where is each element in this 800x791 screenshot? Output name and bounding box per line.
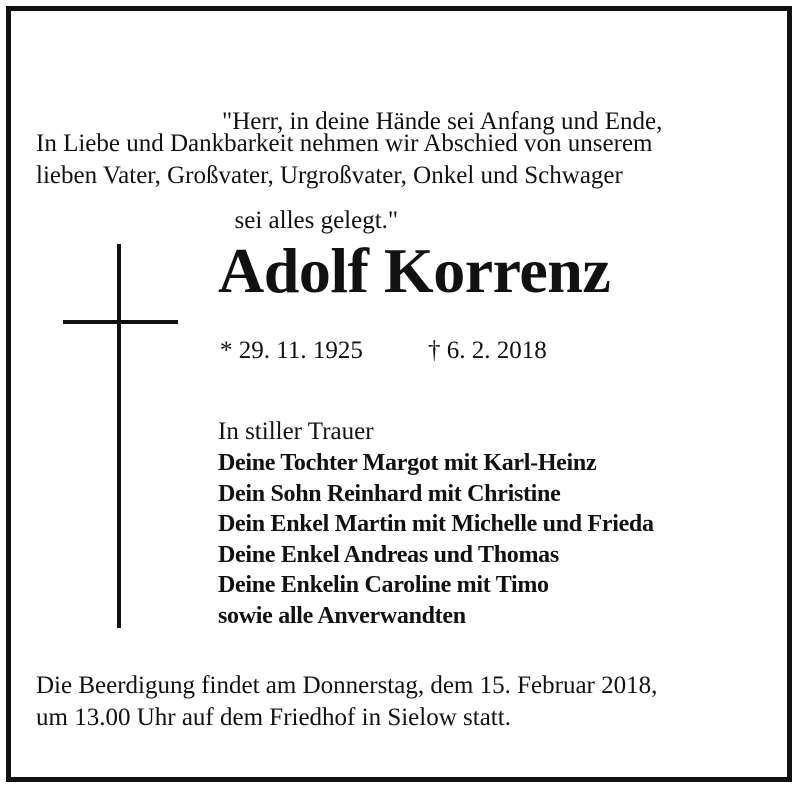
deceased-name: Adolf Korrenz xyxy=(218,235,611,306)
cross-horizontal-bar xyxy=(63,320,178,324)
quote-line-2: sei alles gelegt." xyxy=(222,207,399,234)
funeral-line-2: um 13.00 Uhr auf dem Friedhof in Sielow statt. xyxy=(36,704,511,731)
intro-line-1: In Liebe und Dankbarkeit nehmen wir Abschied von unserem xyxy=(36,130,653,157)
farewell-intro xyxy=(36,128,653,192)
intro-line-2: lieben Vater, Großvater, Urgroßvater, Onkel und Schwager xyxy=(36,162,623,189)
funeral-line-1: Die Beerdigung findet am Donnerstag, dem 15. Februar 2018, xyxy=(36,672,658,699)
funeral-notice xyxy=(36,670,657,734)
mourner-entry: Deine Tochter Margot mit Karl-Heinz xyxy=(218,450,597,476)
death-date: † 6. 2. 2018 xyxy=(428,337,547,364)
mourner-entry: Deine Enkelin Caroline mit Timo xyxy=(218,572,549,598)
mourner-entry: sowie alle Anverwandten xyxy=(218,602,466,629)
mourner-entry: Dein Enkel Martin mit Michelle und Frieda xyxy=(218,511,654,537)
mourners-list xyxy=(218,448,654,631)
quote-line-1: "Herr, in deine Hände sei Anfang und Ende, xyxy=(222,108,663,135)
mourner-entry: Deine Enkel Andreas und Thomas xyxy=(218,541,559,568)
mourning-heading: In stiller Trauer xyxy=(218,418,374,445)
cross-vertical-bar xyxy=(117,244,121,628)
mourner-entry: Dein Sohn Reinhard mit Christine xyxy=(218,480,561,507)
birth-date: * 29. 11. 1925 xyxy=(220,337,363,364)
